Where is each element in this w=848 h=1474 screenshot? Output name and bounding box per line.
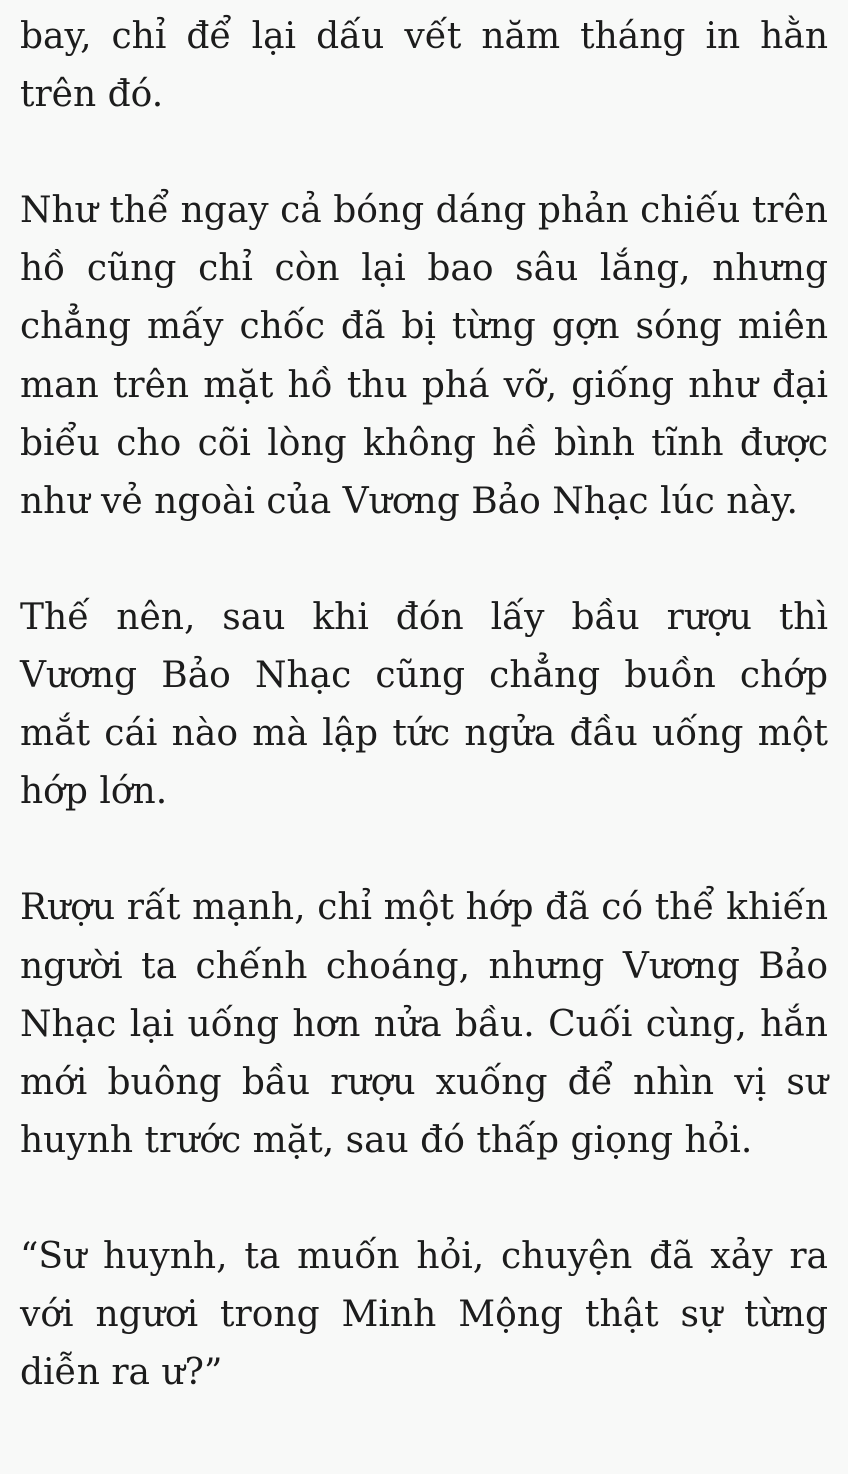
paragraph-2: Như thể ngay cả bóng dáng phản chiếu trên hồ cũng chỉ còn lại bao sâu lắng, nhưng chẳng mấy chốc đã bị từng gợn sóng miên man trên mặt hồ thu phá vỡ, giống như đại biểu cho cõi lòng không hề bình tĩnh được như vẻ ngoài của Vương Bảo Nhạc lúc này. — [20, 190, 828, 522]
paragraph-3: Thế nên, sau khi đón lấy bầu rượu thì Vương Bảo Nhạc cũng chẳng buồn chớp mắt cái nào mà lập tức ngửa đầu uống một hớp lớn. — [20, 596, 828, 813]
paragraph-1: bay, chỉ để lại dấu vết năm tháng in hằn trên đó. — [20, 16, 828, 116]
paragraph-4: Rượu rất mạnh, chỉ một hớp đã có thể khiến người ta chếnh choáng, nhưng Vương Bảo Nhạc lại uống hơn nửa bầu. Cuối cùng, hắn mới buông bầu rượu xuống để nhìn vị sư huynh trước mặt, sau đó thấp giọng hỏi. — [20, 887, 828, 1161]
paragraph-5: “Sư huynh, ta muốn hỏi, chuyện đã xảy ra với ngươi trong Minh Mộng thật sự từng diễn ra ư?” — [20, 1235, 828, 1394]
